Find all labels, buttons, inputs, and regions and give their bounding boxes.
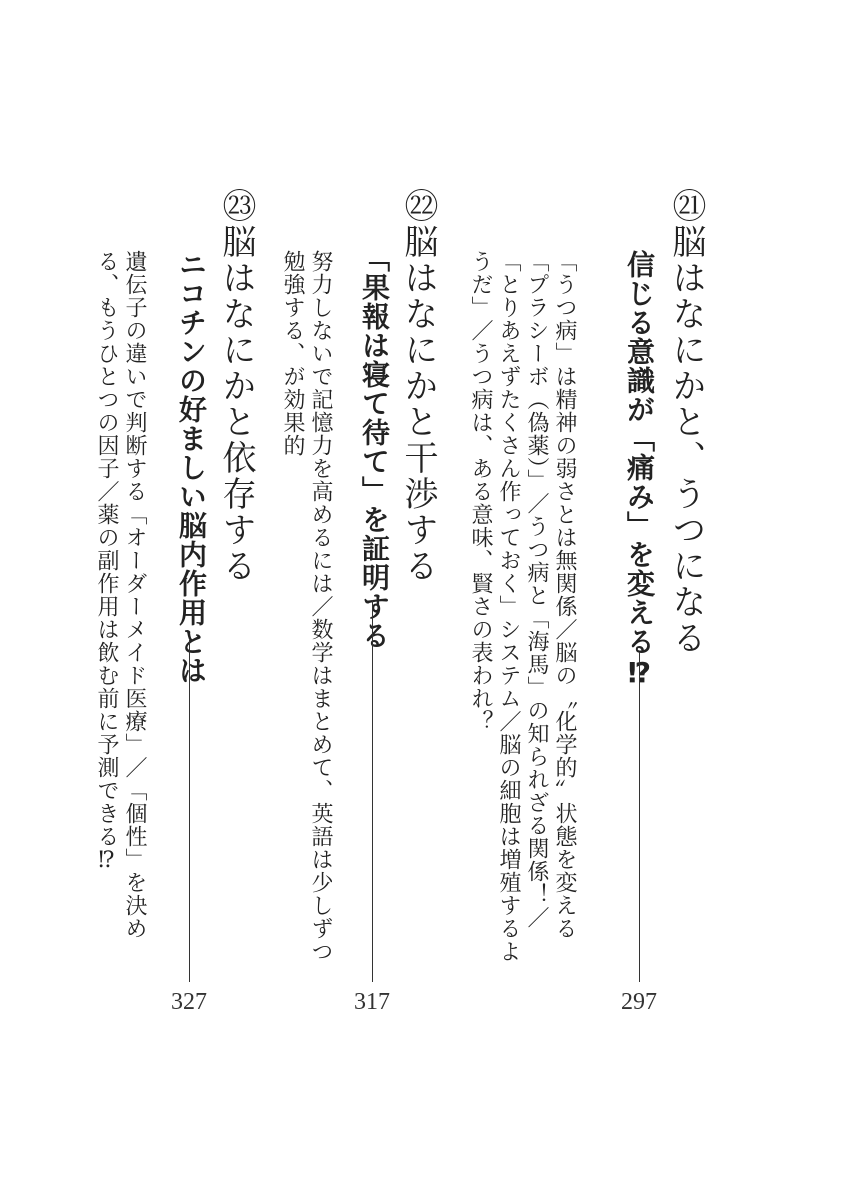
section-22-subtitle: 「果報は寝て待て」を証明する <box>358 244 391 650</box>
section-21-leader-rule <box>639 652 640 982</box>
section-23-body: 遺伝子の違いで判断する「オーダーメイド医療」／「個性」を決める、もうひとつの因子／薬の副作用は飲む前に予測できる⁉ <box>94 250 147 940</box>
section-22-page-number: 317 <box>354 989 390 1015</box>
section-23-subtitle: ニコチンの好ましい脳内作用とは <box>175 250 208 685</box>
section-23-leader-rule <box>189 640 190 982</box>
section-22-leader-rule <box>372 600 373 982</box>
section-21-subtitle: 信じる意識が「痛み」を変える⁉ <box>623 250 656 690</box>
section-21-body: 「うつ病」は精神の弱さとは無関係／脳の〝化学的〟状態を変える「プラシーボ（偽薬）」／うつ病と「海馬」の知られざる関係！／「とりあえずたくさん作っておく」システム／脳の細胞は増殖するようだ」／うつ病は、ある意味、賢さの表われ？ <box>468 250 577 963</box>
section-21-title: ㉑脳はなにかと、うつになる <box>666 188 706 656</box>
section-21-page-number: 297 <box>621 989 657 1015</box>
section-23-title: ㉓脳はなにかと依存する <box>216 188 256 584</box>
section-22-body: 努力しないで記憶力を高めるには／数学はまとめて、英語は少しずつ勉強する、が効果的 <box>280 250 333 963</box>
section-23-page-number: 327 <box>171 989 207 1015</box>
section-22-title: ㉒脳はなにかと干渉する <box>398 188 438 584</box>
